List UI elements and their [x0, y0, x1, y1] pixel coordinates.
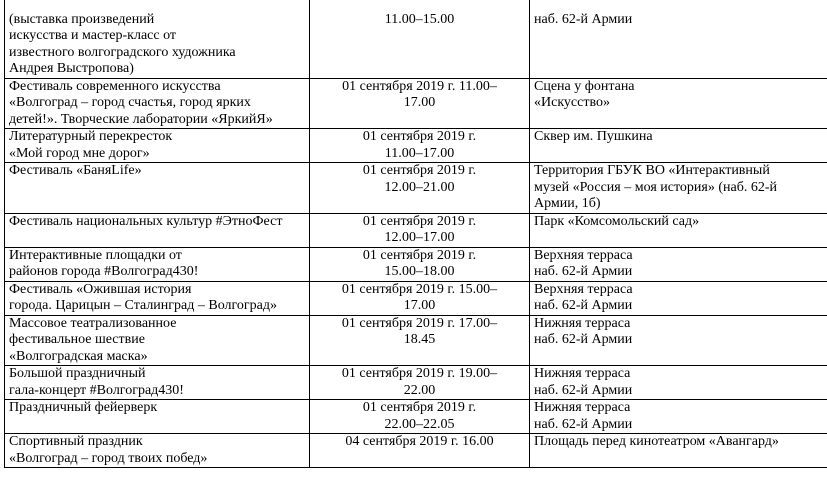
table-row: [5, 315, 827, 366]
event-place-cell: [530, 434, 827, 468]
event-name-cell: [5, 281, 310, 315]
cell-text-line: 17.00: [403, 298, 436, 313]
cell-text-line: наб. 62-й Армии: [534, 11, 633, 27]
table-row: [5, 400, 827, 434]
cell-text-line: Нижняя терраса: [534, 366, 631, 381]
cell-text-line: Парк «Комсомольский сад»: [534, 213, 700, 229]
event-place-cell: [530, 315, 827, 366]
schedule-body: [5, 0, 827, 468]
cell-text-line: Фестиваль современного искусства: [9, 78, 221, 94]
event-time-cell: [310, 129, 530, 163]
event-time-cell: [310, 78, 530, 129]
cell-text-line: Площадь перед кинотеатром «Авангард»: [534, 434, 779, 449]
cell-text-line: Территория ГБУК ВО «Интерактивный: [534, 163, 770, 178]
cell-text-line: искусства и мастер-класс от: [9, 28, 177, 43]
table-row: [5, 434, 827, 468]
cell-text-line: Литературный перекресток: [9, 129, 173, 144]
cell-text-line: 11.00–17.00: [384, 145, 455, 161]
cell-text-line: наб. 62-й Армии: [534, 416, 633, 432]
cell-text-line: наб. 62-й Армии: [534, 298, 633, 313]
cell-text-line: (выставка произведений: [9, 11, 155, 27]
cell-text-line: 01 сентября 2019 г. 15.00–: [341, 281, 498, 297]
cell-text-line: Нижняя терраса: [534, 400, 631, 415]
cell-text-line: Нижняя терраса: [534, 315, 631, 331]
cell-text-line: Сквер им. Пушкина: [534, 129, 653, 144]
cell-text-line: музей «Россия – моя история» (наб. 62-й: [534, 179, 777, 195]
event-place-cell: [530, 366, 827, 400]
cell-text-line: города. Царицын – Сталинград – Волгоград»: [9, 298, 277, 313]
event-time-cell: [310, 163, 530, 214]
cell-text-line: 01 сентября 2019 г. 17.00–: [341, 315, 498, 331]
cell-text-line: 01 сентября 2019 г.: [362, 129, 477, 144]
event-name-cell: [5, 78, 310, 129]
cell-text-line: 22.00–22.05: [384, 416, 455, 432]
event-place-cell: [530, 129, 827, 163]
event-name-cell: [5, 315, 310, 366]
cell-text-line: районов города #Волгоград430!: [9, 264, 199, 279]
cell-text-line: наб. 62-й Армии: [534, 382, 633, 398]
cell-text-line: 12.00–17.00: [384, 230, 455, 245]
cell-text-line: 01 сентября 2019 г.: [362, 247, 477, 263]
cell-text-line: наб. 62-й Армии: [534, 264, 633, 279]
cell-text-line: [9, 0, 305, 12]
cell-text-line: фестивальное шествие: [9, 332, 145, 347]
event-time-cell: [310, 366, 530, 400]
cell-text-line: 04 сентября 2019 г. 16.00: [345, 434, 494, 449]
event-name-cell: [5, 213, 310, 247]
cell-text-line: Армии, 1б): [534, 196, 601, 211]
cell-text-line: Праздничный фейерверк: [9, 400, 158, 415]
event-schedule-table: [4, 0, 827, 468]
event-time-cell: [310, 0, 530, 78]
cell-text-line: 01 сентября 2019 г. 11.00–: [342, 78, 497, 94]
event-place-cell: [530, 400, 827, 434]
cell-text-line: [534, 0, 827, 12]
cell-text-line: «Волгоград – город твоих побед»: [9, 450, 208, 466]
cell-text-line: 22.00: [403, 382, 436, 398]
cell-text-line: Верхняя терраса: [534, 247, 633, 263]
cell-text-line: 18.45: [403, 332, 436, 347]
event-time-cell: [310, 434, 530, 468]
event-place-cell: [530, 163, 827, 214]
event-name-cell: [5, 366, 310, 400]
cell-text-line: Фестиваль «БаняLife»: [9, 163, 142, 178]
event-time-cell: [310, 315, 530, 366]
cell-text-line: Спортивный праздник: [9, 434, 143, 449]
table-row: [5, 0, 827, 78]
event-place-cell: [530, 213, 827, 247]
event-time-cell: [310, 281, 530, 315]
cell-text-line: Большой праздничный: [9, 366, 146, 381]
cell-text-line: Фестиваль «Ожившая история: [9, 281, 192, 297]
cell-text-line: 01 сентября 2019 г. 19.00–: [341, 366, 498, 381]
event-place-cell: [530, 247, 827, 281]
cell-text-line: Сцена у фонтана: [534, 78, 635, 94]
table-row: [5, 213, 827, 247]
cell-text-line: Фестиваль национальных культур #ЭтноФест: [9, 213, 283, 229]
cell-text-line: «Волгоградская маска»: [9, 348, 148, 364]
table-row: [5, 78, 827, 129]
event-name-cell: [5, 400, 310, 434]
table-row: [5, 366, 827, 400]
cell-text-line: 12.00–21.00: [384, 179, 455, 195]
cell-text-line: наб. 62-й Армии: [534, 332, 633, 347]
cell-text-line: детей!». Творческие лаборатории «ЯркийЯ»: [9, 111, 273, 127]
table-row: [5, 129, 827, 163]
event-time-cell: [310, 400, 530, 434]
cell-text-line: известного волгоградского художника: [9, 44, 236, 60]
event-time-cell: [310, 213, 530, 247]
event-time-cell: [310, 247, 530, 281]
cell-text-line: Андрея Выстропова): [9, 61, 134, 76]
cell-text-line: 15.00–18.00: [384, 264, 455, 279]
event-place-cell: [530, 0, 827, 78]
event-name-cell: [5, 247, 310, 281]
event-name-cell: [5, 434, 310, 468]
table-row: [5, 247, 827, 281]
table-row: [5, 163, 827, 214]
cell-text-line: 01 сентября 2019 г.: [362, 163, 477, 178]
event-name-cell: [5, 163, 310, 214]
cell-text-line: Массовое театрализованное: [9, 315, 177, 331]
cell-text-line: гала-концерт #Волгоград430!: [9, 382, 184, 398]
cell-text-line: 17.00: [403, 95, 436, 110]
cell-text-line: 01 сентября 2019 г.: [362, 400, 477, 415]
cell-text-line: [314, 0, 525, 12]
cell-text-line: «Волгоград – город счастья, город ярких: [9, 95, 251, 110]
event-name-cell: [5, 0, 310, 78]
table-row: [5, 281, 827, 315]
event-place-cell: [530, 281, 827, 315]
event-name-cell: [5, 129, 310, 163]
cell-text-line: «Искусство»: [534, 95, 610, 110]
cell-text-line: «Мой город мне дорог»: [9, 145, 150, 161]
cell-text-line: 01 сентября 2019 г.: [362, 213, 477, 229]
event-place-cell: [530, 78, 827, 129]
cell-text-line: Верхняя терраса: [534, 281, 633, 297]
cell-text-line: Интерактивные площадки от: [9, 247, 182, 263]
cell-text-line: 11.00–15.00: [384, 11, 455, 27]
